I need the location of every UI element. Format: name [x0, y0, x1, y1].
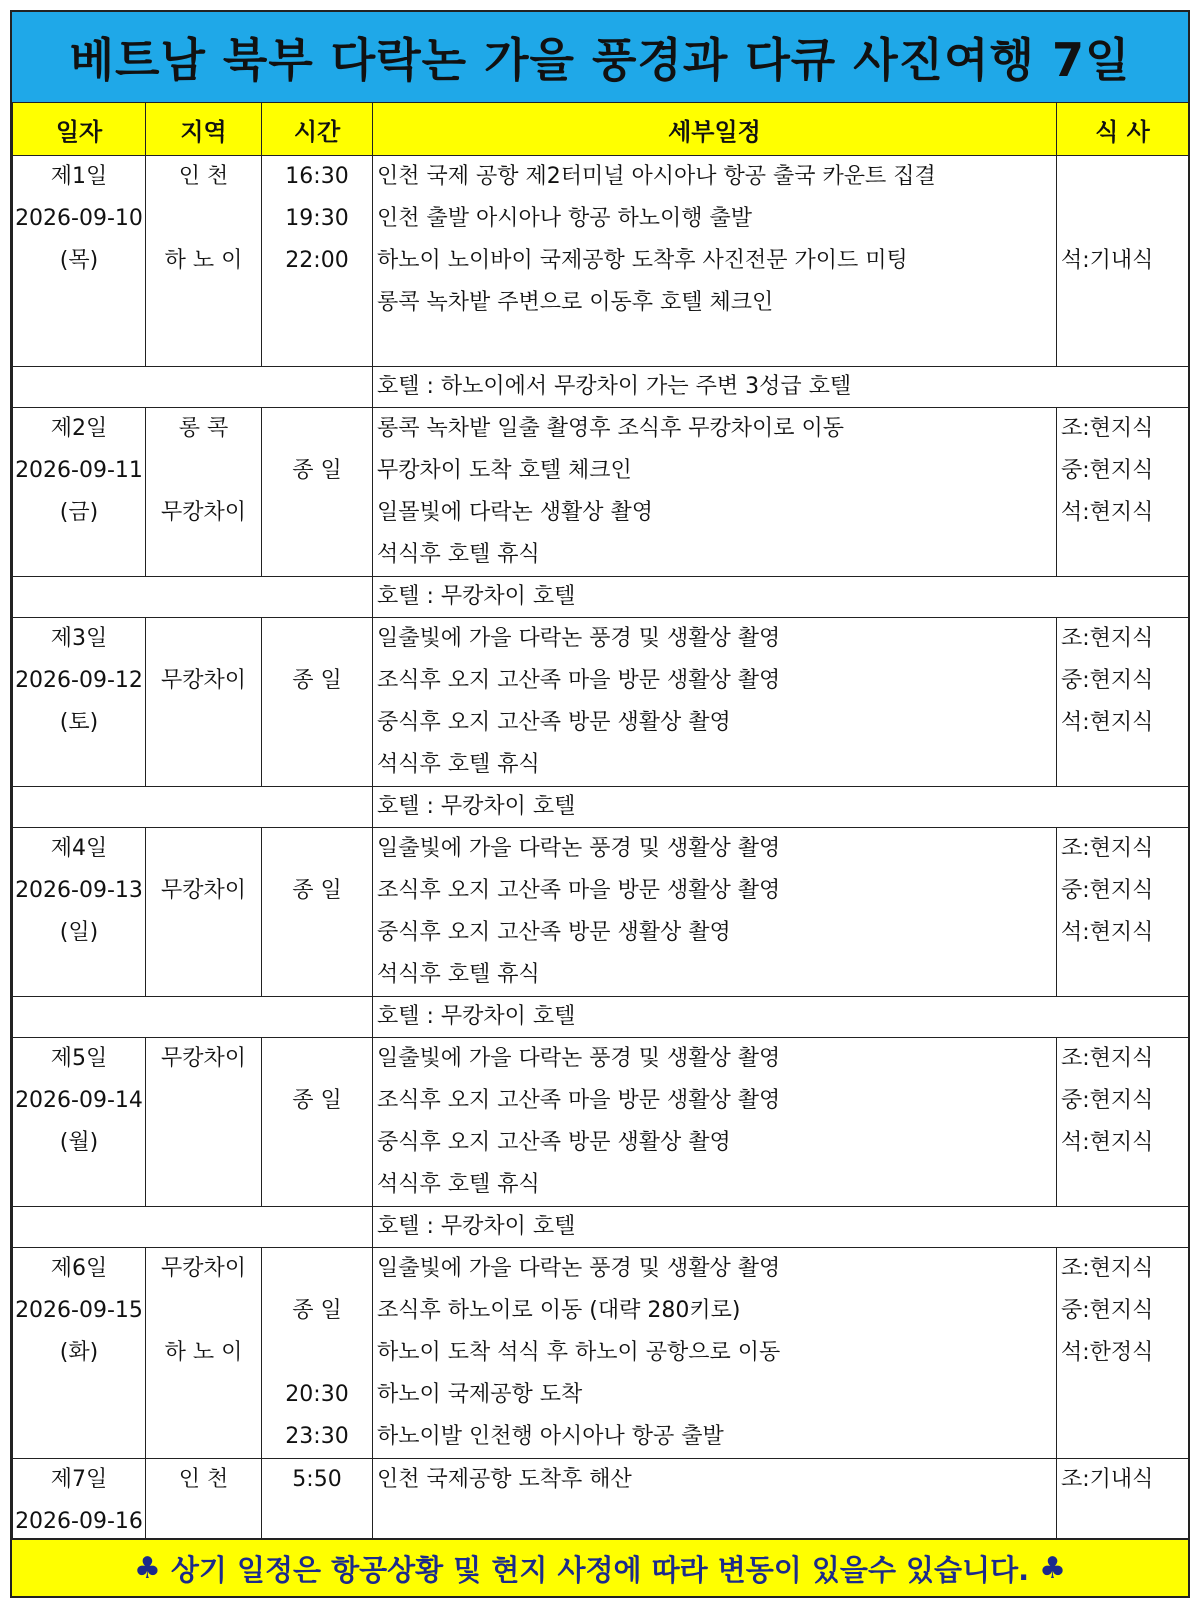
- hotel-info: 호텔 : 무캉차이 호텔: [373, 787, 1189, 828]
- hotel-row: [13, 367, 1189, 408]
- hotel-info: 호텔 : 하노이에서 무캉차이 가는 주변 3성급 호텔: [373, 367, 1189, 408]
- region-line: [146, 744, 261, 786]
- date-cell: [13, 1248, 146, 1459]
- time-line: [262, 1501, 372, 1543]
- plan-line: 일몰빛에 다락논 생활상 촬영: [377, 500, 654, 525]
- meal-line: 중:현지식: [1061, 878, 1154, 903]
- day-row: [13, 1038, 1189, 1207]
- plan-line: 조식후 오지 고산족 마을 방문 생활상 촬영: [377, 668, 781, 693]
- meal-line: 조:현지식: [1061, 1046, 1154, 1071]
- header-meal: 식 사: [1057, 103, 1189, 156]
- hotel-row: [13, 1207, 1189, 1248]
- region-line: 롱 콕: [178, 416, 229, 441]
- meal-line: 중:현지식: [1061, 458, 1154, 483]
- region-line: 하 노 이: [164, 1340, 243, 1365]
- time-line: [262, 618, 372, 660]
- region-cell: [146, 156, 262, 367]
- day-number: 제4일: [50, 836, 108, 861]
- plan-line: 인천 출발 아시아나 항공 하노이행 출발: [377, 206, 752, 231]
- day-number: 제6일: [50, 1256, 108, 1281]
- header-date: 일자: [13, 103, 146, 156]
- plan-line: 중식후 오지 고산족 방문 생활상 촬영: [377, 920, 731, 945]
- time-line: [262, 1164, 372, 1206]
- region-line: [146, 1080, 261, 1122]
- weekday: (화): [59, 1340, 99, 1365]
- region-line: [146, 324, 261, 366]
- region-cell: [146, 618, 262, 787]
- plan-line: 석식후 호텔 휴식: [377, 1172, 540, 1197]
- time-line: 종 일: [292, 878, 342, 903]
- plan-line: [373, 324, 1056, 366]
- weekday: (목): [59, 248, 99, 273]
- plan-line: 석식후 호텔 휴식: [377, 752, 540, 777]
- plan-line: 롱콕 녹차밭 주변으로 이동후 호텔 체크인: [377, 290, 774, 315]
- date-cell: [13, 408, 146, 577]
- region-cell: [146, 1038, 262, 1207]
- meal-line: [1057, 282, 1188, 324]
- meal-line: 석:현지식: [1061, 920, 1154, 945]
- time-line: 20:30: [285, 1382, 349, 1407]
- region-line: 하 노 이: [164, 248, 243, 273]
- region-cell: [146, 408, 262, 577]
- hotel-spacer: [13, 997, 373, 1038]
- itinerary-body: [13, 156, 1189, 1586]
- plan-line: 중식후 오지 고산족 방문 생활상 촬영: [377, 710, 731, 735]
- itinerary-sheet: [10, 10, 1190, 1598]
- meal-line: 조:현지식: [1061, 416, 1154, 441]
- day-row: [13, 156, 1189, 367]
- date-text: 2026-09-15: [15, 1298, 143, 1323]
- time-line: [262, 954, 372, 996]
- time-line: 종 일: [292, 1088, 342, 1113]
- region-line: [146, 534, 261, 576]
- plan-cell: [373, 156, 1057, 367]
- hotel-row: [13, 787, 1189, 828]
- itinerary-table: [12, 102, 1189, 1586]
- hotel-spacer: [13, 367, 373, 408]
- meal-line: [1057, 744, 1188, 786]
- footer-text: 상기 일정은 항공상황 및 현지 사정에 따라 변동이 있을수 있습니다.: [170, 1552, 1030, 1587]
- plan-line: 석식후 호텔 휴식: [377, 962, 540, 987]
- plan-line: [373, 1501, 1056, 1543]
- day-row: [13, 618, 1189, 787]
- plan-line: 조식후 오지 고산족 마을 방문 생활상 촬영: [377, 1088, 781, 1113]
- region-line: 무캉차이: [160, 1046, 246, 1071]
- hotel-row: [13, 997, 1189, 1038]
- meal-line: 조:현지식: [1061, 1256, 1154, 1281]
- region-line: [146, 1416, 261, 1458]
- time-line: 종 일: [292, 458, 342, 483]
- meal-line: [1057, 198, 1188, 240]
- meal-line: 조:현지식: [1061, 626, 1154, 651]
- region-line: [146, 450, 261, 492]
- date-cell: [13, 828, 146, 997]
- meal-line: 중:현지식: [1061, 1088, 1154, 1113]
- time-line: [262, 1038, 372, 1080]
- day-row: [13, 1248, 1189, 1459]
- weekday: (금): [59, 500, 99, 525]
- weekday: (토): [59, 710, 99, 735]
- meal-line: 석:한정식: [1061, 1340, 1154, 1365]
- region-line: [146, 1164, 261, 1206]
- day-number: 제7일: [50, 1467, 108, 1492]
- plan-line: 인천 국제 공항 제2터미널 아시아나 항공 출국 카운트 집결: [377, 164, 936, 189]
- plan-cell: [373, 1038, 1057, 1207]
- meal-cell: [1057, 156, 1189, 367]
- time-line: [262, 492, 372, 534]
- region-line: [146, 1122, 261, 1164]
- time-line: 5:50: [292, 1467, 342, 1492]
- region-line: [146, 198, 261, 240]
- date-text: 2026-09-12: [15, 668, 143, 693]
- hotel-spacer: [13, 577, 373, 618]
- plan-cell: [373, 408, 1057, 577]
- region-cell: [146, 828, 262, 997]
- time-cell: [262, 1038, 373, 1207]
- date-text: 2026-09-11: [15, 458, 143, 483]
- time-line: [262, 1332, 372, 1374]
- meal-line: [1057, 324, 1188, 366]
- header-plan: 세부일정: [373, 103, 1057, 156]
- plan-line: 조식후 오지 고산족 마을 방문 생활상 촬영: [377, 878, 781, 903]
- region-line: [146, 912, 261, 954]
- time-line: [262, 324, 372, 366]
- time-line: [262, 1248, 372, 1290]
- region-line: [146, 1501, 261, 1543]
- time-line: 22:00: [285, 248, 349, 273]
- meal-cell: [1057, 1038, 1189, 1207]
- day-number: 제3일: [50, 626, 108, 651]
- region-line: 인 천: [178, 164, 229, 189]
- meal-line: [1057, 954, 1188, 996]
- time-line: [262, 744, 372, 786]
- time-cell: [262, 618, 373, 787]
- region-line: [146, 702, 261, 744]
- meal-line: 조:기내식: [1061, 1467, 1154, 1492]
- hotel-spacer: [13, 787, 373, 828]
- date-text: 2026-09-10: [15, 206, 143, 231]
- header-region: 지역: [146, 103, 262, 156]
- plan-line: 롱콕 녹차밭 일출 촬영후 조식후 무캉차이로 이동: [377, 416, 845, 441]
- hotel-row: [13, 577, 1189, 618]
- meal-line: [1057, 534, 1188, 576]
- time-line: [262, 282, 372, 324]
- footer-notice: [12, 1538, 1188, 1596]
- header-row: [13, 103, 1189, 156]
- meal-cell: [1057, 408, 1189, 577]
- meal-line: 석:기내식: [1061, 248, 1154, 273]
- region-cell: [146, 1248, 262, 1459]
- date-cell: [13, 618, 146, 787]
- meal-line: 석:현지식: [1061, 710, 1154, 735]
- date-text: 2026-09-13: [15, 878, 143, 903]
- club-icon: ♣: [1039, 1550, 1067, 1586]
- club-icon: ♣: [133, 1550, 161, 1586]
- plan-line: 인천 국제공항 도착후 해산: [377, 1467, 632, 1492]
- region-line: [146, 282, 261, 324]
- time-line: [262, 534, 372, 576]
- meal-line: [1057, 1374, 1188, 1416]
- plan-line: 중식후 오지 고산족 방문 생활상 촬영: [377, 1130, 731, 1155]
- region-line: [146, 954, 261, 996]
- time-cell: [262, 1248, 373, 1459]
- day-row: [13, 828, 1189, 997]
- plan-line: 하노이 국제공항 도착: [377, 1382, 583, 1407]
- meal-line: 조:현지식: [1061, 836, 1154, 861]
- meal-line: [1057, 1501, 1188, 1543]
- meal-line: [1057, 1164, 1188, 1206]
- meal-line: 석:현지식: [1061, 500, 1154, 525]
- meal-line: 중:현지식: [1061, 668, 1154, 693]
- plan-line: 일출빛에 가을 다락논 풍경 및 생활상 촬영: [377, 626, 781, 651]
- time-cell: [262, 408, 373, 577]
- plan-cell: [373, 1248, 1057, 1459]
- meal-cell: [1057, 828, 1189, 997]
- time-line: [262, 1122, 372, 1164]
- time-cell: [262, 156, 373, 367]
- meal-line: 중:현지식: [1061, 1298, 1154, 1323]
- hotel-info: 호텔 : 무캉차이 호텔: [373, 577, 1189, 618]
- meal-line: 석:현지식: [1061, 1130, 1154, 1155]
- plan-cell: [373, 618, 1057, 787]
- meal-line: [1057, 156, 1188, 198]
- date-cell: [13, 1038, 146, 1207]
- plan-line: 하노이 도착 석식 후 하노이 공항으로 이동: [377, 1340, 781, 1365]
- region-line: 무캉차이: [160, 500, 246, 525]
- hotel-info: 호텔 : 무캉차이 호텔: [373, 997, 1189, 1038]
- region-line: 무캉차이: [160, 878, 246, 903]
- page-title: 베트남 북부 다락논 가을 풍경과 다큐 사진여행 7일: [12, 12, 1188, 104]
- plan-cell: [373, 828, 1057, 997]
- time-line: [262, 702, 372, 744]
- time-line: 16:30: [285, 164, 349, 189]
- time-line: 종 일: [292, 1298, 342, 1323]
- day-row: [13, 408, 1189, 577]
- day-number: 제1일: [50, 164, 108, 189]
- day-number: 제2일: [50, 416, 108, 441]
- plan-line: 일출빛에 가을 다락논 풍경 및 생활상 촬영: [377, 836, 781, 861]
- weekday: (일): [59, 920, 99, 945]
- region-line: [146, 618, 261, 660]
- time-line: [262, 408, 372, 450]
- region-line: 인 천: [178, 1467, 229, 1492]
- weekday: (월): [59, 1130, 99, 1155]
- day-number: 제5일: [50, 1046, 108, 1071]
- time-line: 19:30: [285, 206, 349, 231]
- region-line: 무캉차이: [160, 1256, 246, 1281]
- time-line: [262, 912, 372, 954]
- region-line: [146, 828, 261, 870]
- plan-line: 석식후 호텔 휴식: [377, 542, 540, 567]
- plan-line: 하노이 노이바이 국제공항 도착후 사진전문 가이드 미팅: [377, 248, 908, 273]
- time-line: 종 일: [292, 668, 342, 693]
- hotel-spacer: [13, 1207, 373, 1248]
- date-text: 2026-09-16: [15, 1509, 143, 1534]
- plan-line: 일출빛에 가을 다락논 풍경 및 생활상 촬영: [377, 1256, 781, 1281]
- date-text: 2026-09-14: [15, 1088, 143, 1113]
- time-cell: [262, 828, 373, 997]
- plan-line: 하노이발 인천행 아시아나 항공 출발: [377, 1424, 724, 1449]
- plan-line: 일출빛에 가을 다락논 풍경 및 생활상 촬영: [377, 1046, 781, 1071]
- time-line: 23:30: [285, 1424, 349, 1449]
- meal-cell: [1057, 1248, 1189, 1459]
- header-time: 시간: [262, 103, 373, 156]
- meal-line: [1057, 1416, 1188, 1458]
- plan-line: 조식후 하노이로 이동 (대략 280키로): [377, 1298, 741, 1323]
- region-line: 무캉차이: [160, 668, 246, 693]
- region-line: [146, 1290, 261, 1332]
- date-cell: [13, 156, 146, 367]
- meal-cell: [1057, 618, 1189, 787]
- hotel-info: 호텔 : 무캉차이 호텔: [373, 1207, 1189, 1248]
- plan-line: 무캉차이 도착 호텔 체크인: [377, 458, 632, 483]
- region-line: [146, 1374, 261, 1416]
- time-line: [262, 828, 372, 870]
